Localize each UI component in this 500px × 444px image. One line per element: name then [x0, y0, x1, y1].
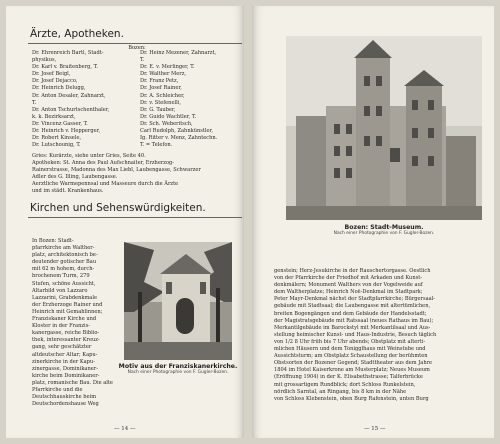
doctor-row — [32, 78, 242, 85]
doctor-right: Dr. v. Stefenelli, — [140, 99, 181, 106]
doctor-right: Ig. Ritter v. Menz, Zahntechn. — [140, 135, 218, 142]
text-line: deutender gotischer Bau — [32, 259, 97, 266]
note-line: Apotheken: St. Anna des Paul Aufschnaiter, Erzherzog- — [32, 160, 175, 167]
text-line: Pfarrkirche und die — [32, 386, 83, 393]
text-line: Deutschordenshause Weg — [32, 401, 99, 408]
text-line: platz, romanische Bau. Die alte — [32, 379, 113, 386]
doctor-right: Dr. Josef Rainer, — [140, 85, 182, 92]
text-line: altdeutscher Altar; Kapu- — [32, 351, 98, 358]
doctors-list — [32, 50, 242, 149]
text-line: Heinrich mit Gemahlinnen; — [32, 308, 103, 315]
text-line: von 1/2 8 Uhr früh bis 7 Uhr abends; Obstplatz mit alterti- — [274, 338, 426, 345]
note-line: Adler des G. Illing, Laubengasse. — [32, 174, 118, 181]
text-line: gebäude mit Stadtsaal; die Laubengasse mit altertümlichen, — [274, 303, 431, 310]
doctor-row — [32, 107, 242, 114]
doctor-left: k. k. Bezirksarzt, — [32, 113, 76, 120]
note-line: Rainerstrasse, Madonna des Max Liebl, Laubengasse, Schwarzer — [32, 167, 201, 174]
doctor-row — [32, 85, 242, 92]
stadt-museum-photo — [286, 36, 482, 220]
churches-text — [32, 238, 126, 408]
text-line: gang, sehr geschätzter — [32, 344, 92, 351]
text-line: stellung heimischer Kunst- und Haus-Industrie, Besuch täglich — [274, 331, 437, 338]
text-line: Deutschhauskirche beim — [32, 394, 97, 401]
text-line: Stufen, schöne Aussicht, — [32, 280, 96, 287]
text-line: Franziskaner Kirche und — [32, 316, 97, 323]
doctors-note — [32, 153, 242, 196]
text-line: von Schloss Klebenstein, oben Burg Rafenstein, unten Burg — [274, 395, 429, 402]
text-line: Aussichtsturm; am Obstplatz Schaustellung der berühmten — [274, 353, 428, 360]
doctor-row — [32, 93, 242, 100]
text-line: zinerkirche in der Kapu- — [32, 358, 95, 365]
title-rule — [28, 43, 242, 44]
doctor-left: Dr. Lutschounig, T. — [32, 142, 81, 149]
text-line: der Magistratsgebäude mit Ratssaal (neues Rathaus im Bau); — [274, 317, 434, 324]
doctor-row — [32, 100, 242, 107]
text-line: Peter Mayr-Denkmal nächst der Stadtpfarrkirche; Bürgersaal- — [274, 296, 436, 303]
doctor-row — [32, 121, 242, 128]
right-caption-sub: Nach einer Photographie von F. Gugler-Bozen. — [333, 231, 435, 236]
section-title-churches: Kirchen und Sehenswürdigkeiten. — [30, 202, 206, 214]
text-line: mlichen Häusern und dem Tonigglhaus mit Weinstube und — [274, 346, 426, 353]
text-line: brochenem Turm, 279 — [32, 273, 90, 280]
doctor-right: T. — [140, 57, 145, 64]
franziskanerkirche-photo — [124, 242, 232, 360]
right-caption — [286, 224, 482, 236]
text-line: Kloster in der Franzis- — [32, 323, 91, 330]
doctor-left: Dr. Heinrich v. Hepperger, — [32, 128, 101, 135]
doctor-left: T. — [32, 99, 37, 106]
text-line: genstein; Herz-Jesukirche in der Rauschertorgasse. Oestlich — [274, 268, 431, 274]
doctor-left: Dr. Vincenz Gasser, T. — [32, 120, 88, 127]
doctor-right: Carl Rudolph, Zahnkünstler, — [140, 128, 214, 135]
text-line: nördlich Sarntal, an Ringang, bis 8 km in der Nähe — [274, 388, 407, 395]
doctor-row — [32, 128, 242, 135]
doctor-left: Dr. Josef Beigl, — [32, 71, 71, 78]
right-page-number: — 15 — — [364, 426, 386, 432]
doctor-left: Dr. Robert Kinsele, — [32, 135, 82, 142]
left-page-number: — 14 — — [114, 426, 136, 432]
location-label: Bozen: — [128, 45, 146, 51]
doctor-left: Dr. Heinrich Delugg, — [32, 85, 86, 92]
doctor-left: Dr. Josef Dejacco, — [32, 78, 78, 85]
doctor-right: Dr. Sch. Weberitsch, — [140, 120, 193, 127]
left-caption — [118, 363, 238, 375]
text-line: denkmälern; Monument Walthers von der Vogelweide auf — [274, 282, 423, 289]
doctor-left: Dr. Anton Desaler, Zahnarzt, — [32, 92, 106, 99]
text-intro: In Bozen: Stadt- — [32, 238, 74, 244]
doctor-right: Dr. G. Tauber, — [140, 106, 176, 113]
museum-illustration — [286, 36, 482, 220]
text-line: (Eröffnung 1904) in der K. Elisabethstrasse; Talferbrücke — [274, 374, 423, 381]
text-line: Lazzarini, Grabdenkmale — [32, 294, 97, 301]
doctor-right: Dr. E. v. Merlinger, T. — [140, 64, 195, 71]
doctor-right: Dr. A. Schleicher, — [140, 92, 185, 99]
text-line: platz, architektonisch be- — [32, 252, 98, 259]
doctor-right: Dr. Guido Wachtler, T. — [140, 113, 197, 120]
doctor-left: Dr. Karl v. Braitenberg, T. — [32, 64, 98, 71]
text-line: 1804 im Hotel Kaiserkrone am Musterplatz; Neues Museum — [274, 367, 430, 374]
text-line: mit grossartigem Rundblick; dort Schloss Runkelstein, — [274, 381, 416, 388]
right-page — [252, 6, 494, 438]
doctor-row — [32, 71, 242, 78]
doctor-row — [32, 64, 242, 71]
text-line: kanergasse, reiche Biblio- — [32, 330, 100, 337]
church-illustration — [124, 242, 232, 360]
title-rule-2 — [28, 217, 242, 218]
doctor-row — [32, 114, 242, 121]
left-page — [6, 6, 244, 438]
text-line: zinergasse, Dominikaner- — [32, 365, 98, 372]
text-line: Merkantilgebäude im Barockstyl mit Merkantilsaal und Aus- — [274, 324, 431, 331]
note-line: und im städt. Krankenhaus. — [32, 188, 104, 195]
doctor-row — [32, 50, 242, 57]
text-line: breiten Bogengängen und dem Gebäude der Handelsstadt; — [274, 310, 427, 317]
left-caption-title: Motiv aus der Franziskanerkirche. — [118, 363, 238, 370]
doctor-right: Dr. Heinz Mezener, Zahnarzt, — [140, 50, 217, 56]
text-line: Obstsorten der Bozener Gegend; Stadttheater aus dem Jahre — [274, 360, 433, 367]
doctor-right: Dr. Walther Merz, — [140, 71, 187, 78]
text-line: mit 62 m hohem, durch- — [32, 266, 95, 273]
text-line: von der Pfarrkirche der Friedhof mit Arkaden und Kunst- — [274, 275, 422, 282]
right-caption-title: Bozen: Stadt-Museum. — [344, 224, 424, 231]
section-title-doctors: Ärzte, Apotheken. — [30, 28, 124, 40]
museum-text — [274, 268, 484, 403]
doctor-right: T. = Telefon. — [140, 142, 173, 149]
doctor-row — [32, 57, 242, 64]
text-line: der Erzherzoge Rainer und — [32, 301, 103, 308]
left-caption-sub: Nach einer Photographie von F. Gugler-Bozen. — [127, 370, 229, 375]
doctor-row — [32, 135, 242, 142]
text-line: dem Waltherplatze; Heinrich Noë-Denkmal im Stadtpark; — [274, 289, 423, 296]
doctor-left: Dr. Anton Tschurtschenthaler, — [32, 106, 110, 113]
doctor-right: Dr. Franz Petz, — [140, 78, 179, 85]
doctor-row — [32, 142, 242, 149]
doctor-left: physikus, — [32, 57, 57, 64]
text-line: kirche beim Dominikaner- — [32, 372, 100, 379]
text-line: pfarrkirche am Walther- — [32, 245, 95, 252]
text-line: Altarbild von Lazzaro — [32, 287, 88, 294]
doctor-left: Dr. Ehrenreich Bartl, Stadt- — [32, 50, 104, 56]
text-line: thek, interessanter Kreuz- — [32, 337, 100, 344]
note-line: Gries: Kurärzte, siehe unter Gries, Seite 40. — [32, 153, 146, 159]
note-line: Aerztliche Warmepennsal und Masseure durch die Ärzte — [32, 181, 179, 188]
